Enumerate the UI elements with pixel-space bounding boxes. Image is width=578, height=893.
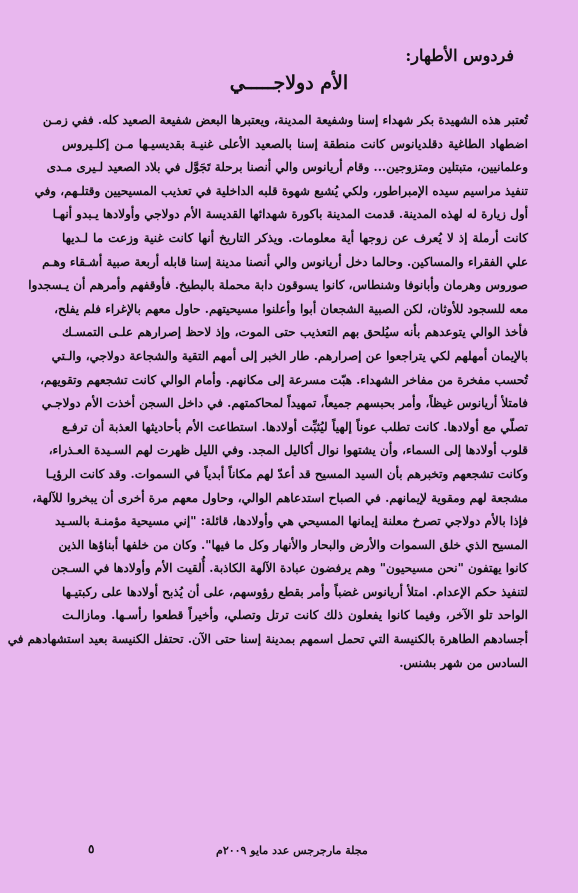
body-line: لتنفيذ حكم الإعدام. امتلأ أريانوس غضباً وأمر بقطع رؤوسهم، على أن يُذبح أولادها على ركبتيـها [62, 584, 528, 599]
article-body [7, 109, 528, 675]
page-number: ٥ [88, 842, 95, 856]
body-line: تُحسب مفخرة من مفاخر الشهداء. هبّت مسرعة إلى مكانهم. وأمام الوالي كانت تشجعهم وتقويهم، [40, 372, 528, 387]
body-line: فإذا بالأم دولاجي تصرخ معلنة إيمانها المسيحي هي وأولادها، قائلة: "إني مسيحية مؤمنـة بالسـيد [55, 514, 528, 529]
body-line: أجسادهم الطاهرة بالكنيسة التي تحمل اسمهم بمدينة إسنا حتى الآن. تحتفل الكنيسة بعيد استشهادهم في [7, 632, 528, 647]
body-line: تُعتبر هذه الشهيدة بكر شهداء إسنا وشفيعة المدينة، ويعتبرها البعض شفيعة الصعيد كله. ففي زمـن [42, 113, 528, 127]
body-line: معه للسجود للأوثان، لكن الصبية الشجعان أبوا وأعلنوا مسيحيتهم. حاول معهم بالإغراء فلم يفلح، [54, 301, 528, 316]
body-line: وكانت تشجعهم وتخبرهم بأن السيد المسيح قد أعدّ لهم مكاناً أبدياً في السموات. وقد كانت الرؤيـا [45, 466, 528, 481]
article-title: الأم دولاجـــــي [229, 72, 349, 94]
body-line: صوروس وهرمان وأبانوفا وشنطاس، كانوا يسوقون دابة محملة بالبطيخ. فأوقفهم وأمرهم أن يـسجدوا [28, 278, 528, 293]
body-line: تصلّي مع أولادها. كانت تطلب عوناً إلهياً ليُثبِّت أولادها. استطاعت الأم بأحاديثها العذبة أن ترفـع [62, 419, 528, 434]
footer-magazine: مجلة مارجرجس عدد مايو ٢٠٠٩م [216, 844, 368, 857]
body-line: تنفيذ مراسيم سيده الإمبراطور، ولكي يُشبع شهوة قلبه الداخلية في تعذيب المسيحيين وقتلـهم، وفي [34, 183, 528, 198]
body-line: علي الفقراء والمساكين. وحالما دخل أريانوس والي أنصنا مدينة إسنا قابله أربعة صبية أشـقاء وهـم [42, 254, 528, 269]
body-line: الواحد تلو الآخر، وفيما كانوا يفعلون ذلك كانت ترتل وتصلي، وأخيراً قطعوا رأسـها. ومازالـت [62, 608, 528, 623]
body-line: فأخذ الوالي يتوعدهم بأنه سيُلحق بهم التعذيب حتى الموت، وإذ لاحظ إصرارهم علـى التمسـك [62, 325, 528, 340]
body-line: مشجعة لهم ومقوية لإيمانهم. في الصباح استدعاهم الوالي، وحاول معهم مرة أخرى أن يبخروا للآلهة، [32, 490, 528, 505]
body-line: فامتلأ أريانوس غيظاً، وأمر بحبسهم جميعاً، تمهيداً لمحاكمتهم. في داخل السجن أخذت الأم دولاجـي [41, 396, 528, 411]
body-line: وعلمانيين، متبتلين ومتزوجين... وقام أريانوس والي أنصنا برحلة تَجَوَّل في بلاد الصعيد لـيرى مـدى [46, 160, 528, 175]
body-line: المسيح الذي خلق السموات والأرض والبحار والأنهار وكل ما فيها". وكان من خلفها أبناؤها الذين [58, 537, 528, 552]
body-line: السادس من شهر بشنس. [399, 655, 528, 670]
body-line: اضطهاد الطاغية دقلديانوس كانت منطقة إسنا بالصعيد الأعلى غنيـة بقديسيـها مـن إكلـيروس [62, 136, 528, 151]
body-line: بالإيمان أمهلهم لكي يتراجعوا عن إصرارهم. طار الخبر إلى أمهم التقية والشجاعة دولاجي، والـتي [51, 348, 528, 363]
body-line: كانوا يهتفون "نحن مسيحيون" وهم يرفضون عبادة الآلهة الكاذبة. أُلقيت الأم وأولادها في السـجن [51, 561, 528, 576]
section-heading: فردوس الأطهار: [405, 46, 514, 65]
body-line: كانت أرملة إذ لا يُعرف عن زوجها أية معلومات. ويذكر التاريخ أنها كانت غنية وزعت ما لـديها [62, 230, 528, 245]
body-line: قلوب أولادها إلى السماء، وأن يشتهوا نوال أكاليل المجد. وفي الليل ظهرت لهم السـيدة العـذراء، [48, 443, 528, 458]
body-line: أول زيارة له لهذه المدينة. قدمت المدينة باكورة شهدائها القديسة الأم دولاجي وأولادها يـبدو أنهـا [52, 207, 528, 222]
